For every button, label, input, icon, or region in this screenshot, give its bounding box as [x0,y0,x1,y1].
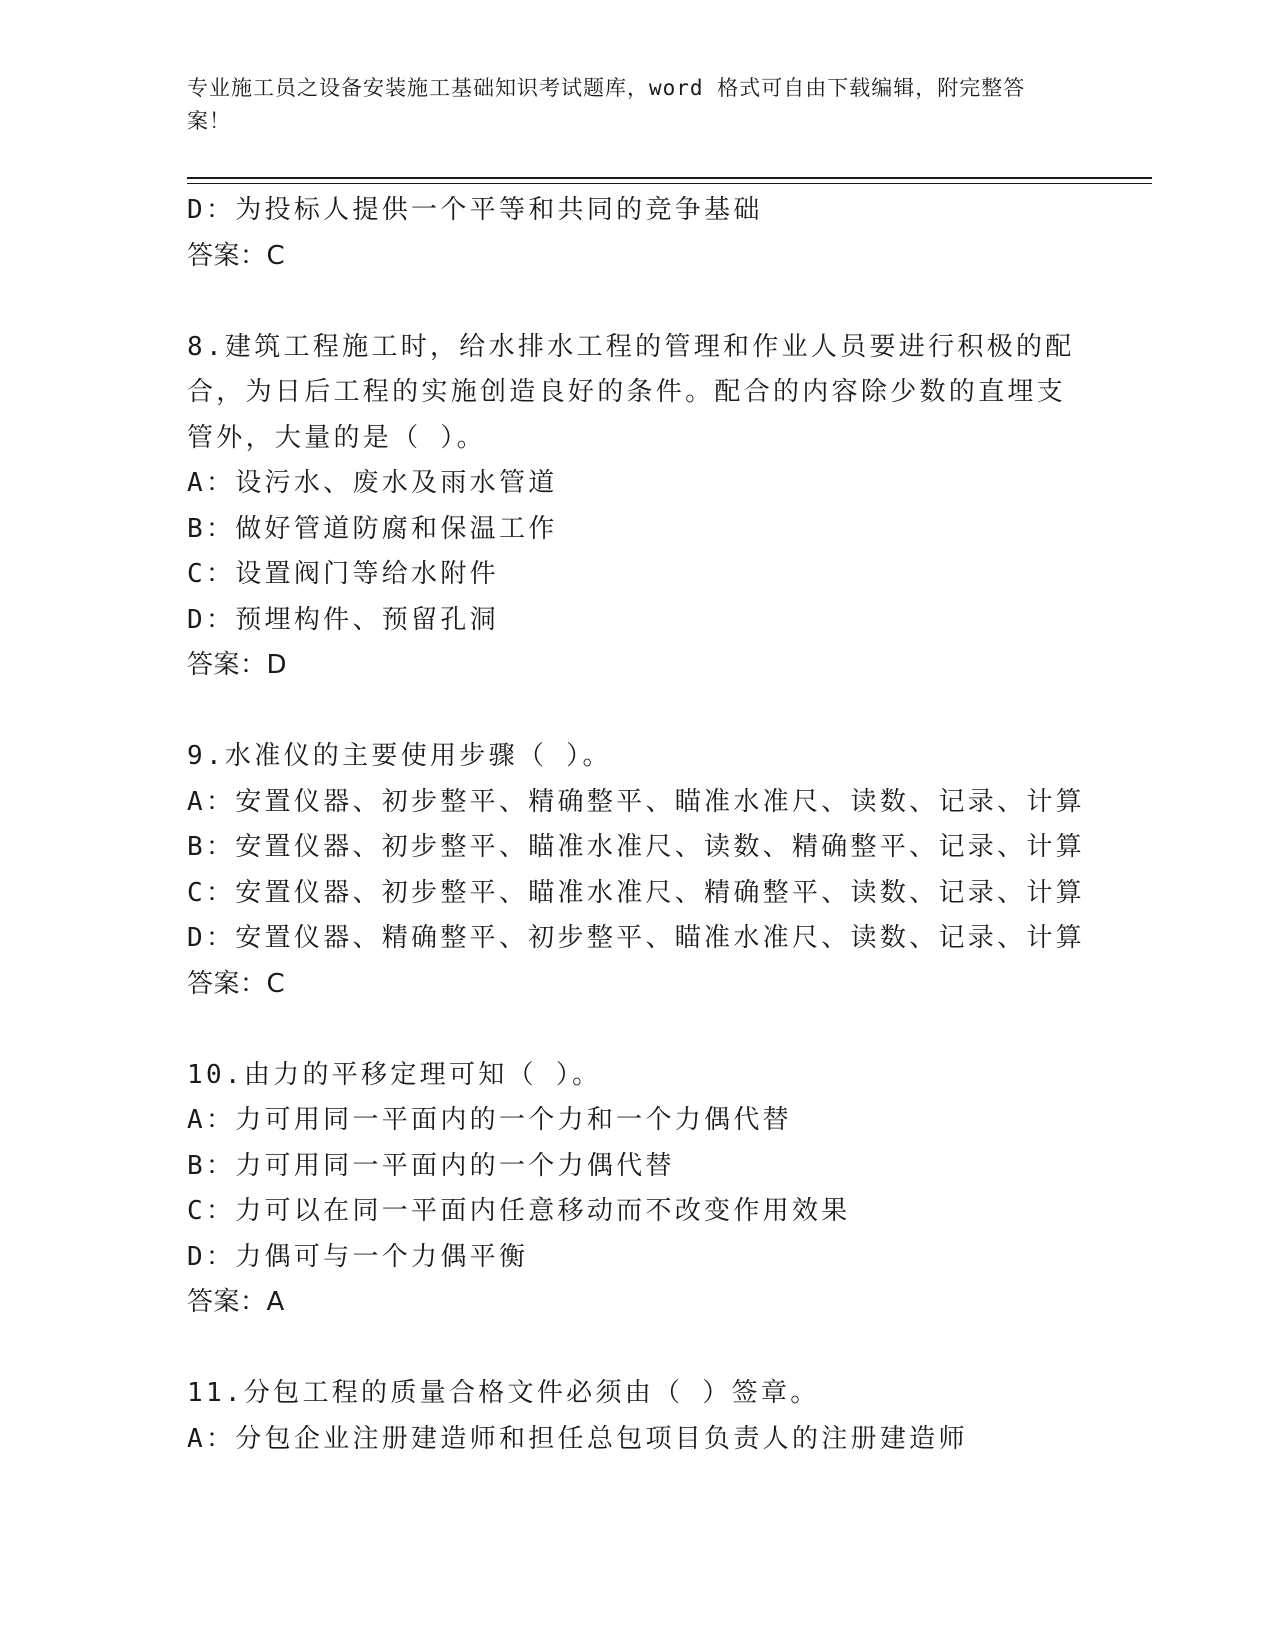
option-line: C：安置仪器、初步整平、瞄准水准尺、精确整平、读数、记录、计算 [187,877,1085,908]
answer-line: 答案：C [187,240,286,271]
question-text-line: 合，为日后工程的实施创造良好的条件。配合的内容除少数的直埋支 [187,377,1067,407]
option-line: B：安置仪器、初步整平、瞄准水准尺、读数、精确整平、记录、计算 [187,832,1085,862]
answer-line: 答案：D [187,650,288,680]
option-line: D：预埋构件、预留孔洞 [187,604,499,635]
option-line: C：设置阀门等给水附件 [187,559,499,589]
option-line: B：做好管道防腐和保温工作 [187,513,558,544]
option-line: D：安置仪器、精确整平、初步整平、瞄准水准尺、读数、记录、计算 [187,923,1085,953]
paragraph-gap [187,1007,1087,1053]
question-text-line: 11.分包工程的质量合格文件必须由（ ）签章。 [187,1378,820,1408]
question-text-line: 8.建筑工程施工时，给水排水工程的管理和作业人员要进行积极的配 [187,331,1075,362]
question-text-line: 10.由力的平移定理可知（ ）。 [187,1059,602,1090]
option-line: D：力偶可与一个力偶平衡 [187,1241,529,1272]
option-line: C：力可以在同一平面内任意移动而不改变作用效果 [187,1196,851,1226]
option-line: A：力可用同一平面内的一个力和一个力偶代替 [187,1105,792,1135]
option-line: D：为投标人提供一个平等和共同的竞争基础 [187,195,763,225]
paragraph-gap [187,689,1087,735]
answer-line: 答案：C [187,968,286,999]
header-rule-thick [187,177,1152,179]
option-line: A：分包企业注册建造师和担任总包项目负责人的注册建造师 [187,1423,968,1454]
answer-line: 答案：A [187,1287,285,1317]
option-line: B：力可用同一平面内的一个力偶代替 [187,1150,675,1181]
document-body [187,188,1087,1462]
question-text-line: 9.水准仪的主要使用步骤（ ）。 [187,741,612,771]
header-rule-thin [187,183,1152,184]
paragraph-gap [187,279,1087,325]
paragraph-gap [187,1326,1087,1372]
option-line: A：安置仪器、初步整平、精确整平、瞄准水准尺、读数、记录、计算 [187,786,1085,817]
question-text-line: 管外，大量的是（ ）。 [187,422,486,453]
document-header: 专业施工员之设备安装施工基础知识考试题库，word 格式可自由下载编辑，附完整答案！ [187,76,1026,133]
option-line: A：设污水、废水及雨水管道 [187,468,558,498]
